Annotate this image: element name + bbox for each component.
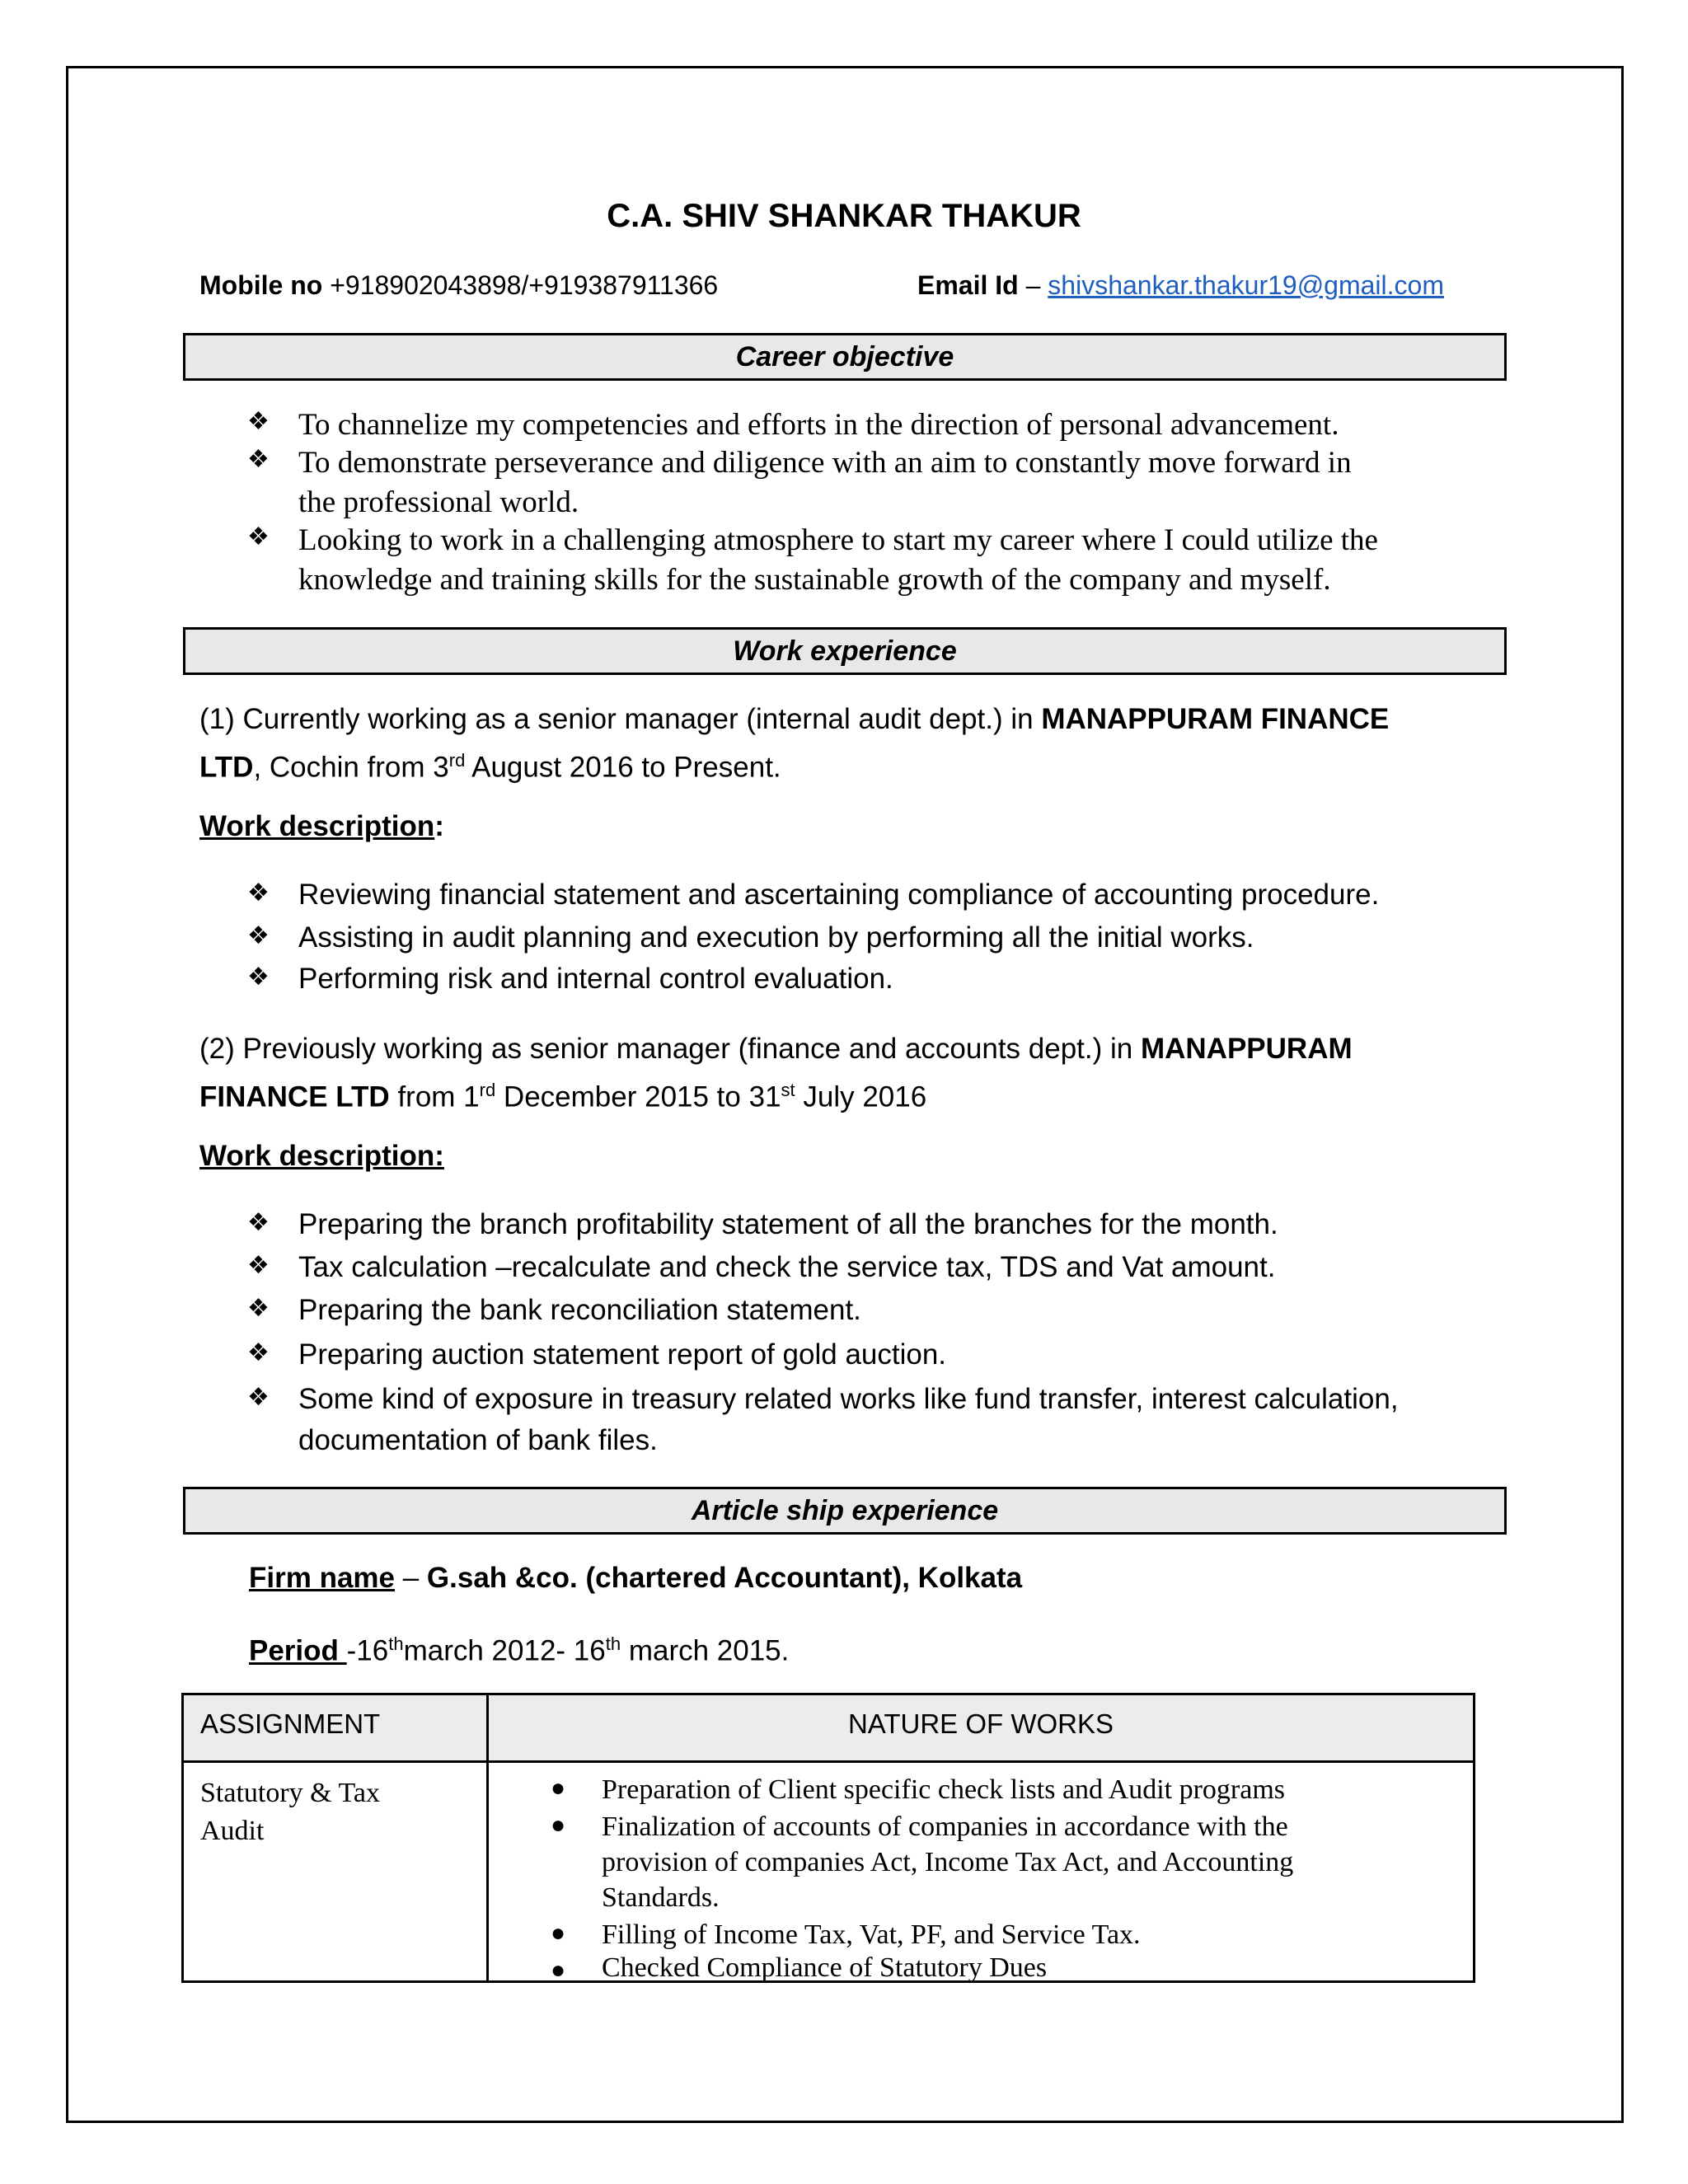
work-item: Finalization of accounts of companies in accordance with the <box>602 1811 1288 1842</box>
career-point-3-cont: knowledge and training skills for the sustainable growth of the company and myself. <box>298 563 1331 597</box>
job1-company: MANAPPURAM FINANCE <box>1041 703 1390 735</box>
diamond-bullet-icon: ❖ <box>247 1252 270 1279</box>
job2-point: Tax calculation –recalculate and check the service tax, TDS and Vat amount. <box>298 1251 1276 1283</box>
table-cell-assignment <box>200 1774 380 1850</box>
firm-sep: – <box>395 1562 427 1594</box>
job1-prefix: (1) Currently working as a senior manager (internal audit dept.) in <box>199 703 1042 735</box>
email-separator: – <box>1025 270 1041 300</box>
work-item-cont: Standards. <box>602 1882 720 1913</box>
period-mid: march 2012- 16 <box>403 1634 606 1667</box>
job2-line1 <box>199 1029 1353 1070</box>
career-point-1: To channelize my competencies and efforts in the direction of personal advancement. <box>298 408 1339 442</box>
work-item-cont: provision of companies Act, Income Tax Act, and Accounting <box>602 1847 1294 1877</box>
diamond-bullet-icon: ❖ <box>247 1295 270 1322</box>
job2-point: Preparing the branch profitability statement of all the branches for the month. <box>298 1208 1278 1240</box>
job1-company-cont: LTD <box>199 751 254 784</box>
job2-desc-label: Work description: <box>199 1140 444 1172</box>
work-item: Preparation of Client specific check lists and Audit programs <box>602 1774 1286 1805</box>
job2-desc-heading <box>199 1136 444 1177</box>
period-sup1: th <box>388 1633 404 1654</box>
mobile-label: Mobile no <box>199 270 323 300</box>
job1-point: Reviewing financial statement and ascertaining compliance of accounting procedure. <box>298 879 1380 911</box>
period-label: Period <box>249 1634 347 1667</box>
firm-label: Firm name <box>249 1562 395 1594</box>
diamond-bullet-icon: ❖ <box>247 963 270 991</box>
diamond-bullet-icon: ❖ <box>247 1209 270 1236</box>
assignment-line: Statutory & Tax <box>200 1778 380 1808</box>
table-row-divider <box>184 1760 1473 1763</box>
job1-line1 <box>199 699 1389 740</box>
mobile-value: +918902043898/+919387911366 <box>330 270 719 300</box>
job2-company: MANAPPURAM <box>1140 1033 1353 1065</box>
job1-desc-label: Work description <box>199 810 435 842</box>
assignment-line: Audit <box>200 1816 265 1846</box>
career-point-2-cont: the professional world. <box>298 485 579 519</box>
diamond-bullet-icon: ❖ <box>247 523 270 551</box>
diamond-bullet-icon: ❖ <box>247 446 270 473</box>
email-line <box>917 270 1444 301</box>
job2-prefix: (2) Previously working as senior manager (finance and accounts dept.) in <box>199 1033 1141 1065</box>
job2-point-cont: documentation of bank files. <box>298 1424 658 1456</box>
job1-location: , Cochin from 3 <box>253 751 449 784</box>
table-header-nature: NATURE OF WORKS <box>847 1708 1114 1739</box>
bullet-icon: ● <box>551 1774 566 1802</box>
bullet-icon: ● <box>551 1957 566 1984</box>
job2-point: Preparing auction statement report of gold auction. <box>298 1338 947 1371</box>
assignment-table <box>181 1693 1475 1983</box>
diamond-bullet-icon: ❖ <box>247 1384 270 1411</box>
period-line <box>249 1624 789 1672</box>
job2-from: from 1 <box>389 1080 480 1113</box>
period-pre: -16 <box>346 1634 389 1667</box>
job1-point: Performing risk and internal control evaluation. <box>298 963 893 995</box>
period-end: march 2015. <box>621 1634 790 1667</box>
firm-value: G.sah &co. (chartered Accountant), Kolkata <box>426 1562 1023 1594</box>
diamond-bullet-icon: ❖ <box>247 922 270 949</box>
bullet-icon: ● <box>551 1919 566 1947</box>
job2-point: Preparing the bank reconciliation statement. <box>298 1294 861 1326</box>
career-point-3: Looking to work in a challenging atmosphere to start my career where I could utilize the <box>298 523 1378 557</box>
diamond-bullet-icon: ❖ <box>247 408 270 435</box>
job2-end: July 2016 <box>795 1080 927 1113</box>
job2-mid: December 2015 to 31 <box>495 1080 781 1113</box>
job1-sup: rd <box>448 750 466 771</box>
diamond-bullet-icon: ❖ <box>247 879 270 907</box>
section-career-objective: Career objective <box>183 333 1507 381</box>
table-header-assignment: ASSIGNMENT <box>200 1708 381 1739</box>
work-item: Filling of Income Tax, Vat, PF, and Service Tax. <box>602 1919 1141 1950</box>
mobile-line <box>199 270 718 301</box>
work-item: Checked Compliance of Statutory Dues <box>602 1952 1048 1983</box>
job2-company-cont: FINANCE LTD <box>199 1080 390 1113</box>
email-label: Email Id <box>917 270 1019 300</box>
period-sup2: th <box>605 1633 621 1654</box>
job2-sup1: rd <box>479 1080 496 1100</box>
candidate-name: C.A. SHIV SHANKAR THAKUR <box>607 198 1081 234</box>
job1-desc-heading <box>199 806 444 847</box>
job2-sup2: st <box>781 1080 795 1100</box>
section-article-ship: Article ship experience <box>183 1487 1507 1535</box>
section-work-experience: Work experience <box>183 627 1507 675</box>
job1-point: Assisting in audit planning and execution by performing all the initial works. <box>298 921 1254 954</box>
career-point-2: To demonstrate perseverance and diligence with an aim to constantly move forward in <box>298 446 1352 480</box>
bullet-icon: ● <box>551 1811 566 1839</box>
job2-line2 <box>199 1070 926 1118</box>
job2-point: Some kind of exposure in treasury related works like fund transfer, interest calculation, <box>298 1383 1399 1415</box>
job1-line2 <box>199 740 781 789</box>
diamond-bullet-icon: ❖ <box>247 1339 270 1366</box>
job1-period: August 2016 to Present. <box>465 751 781 784</box>
job1-desc-colon: : <box>434 810 444 842</box>
firm-line <box>249 1558 1022 1599</box>
email-link[interactable]: shivshankar.thakur19@gmail.com <box>1048 270 1444 300</box>
